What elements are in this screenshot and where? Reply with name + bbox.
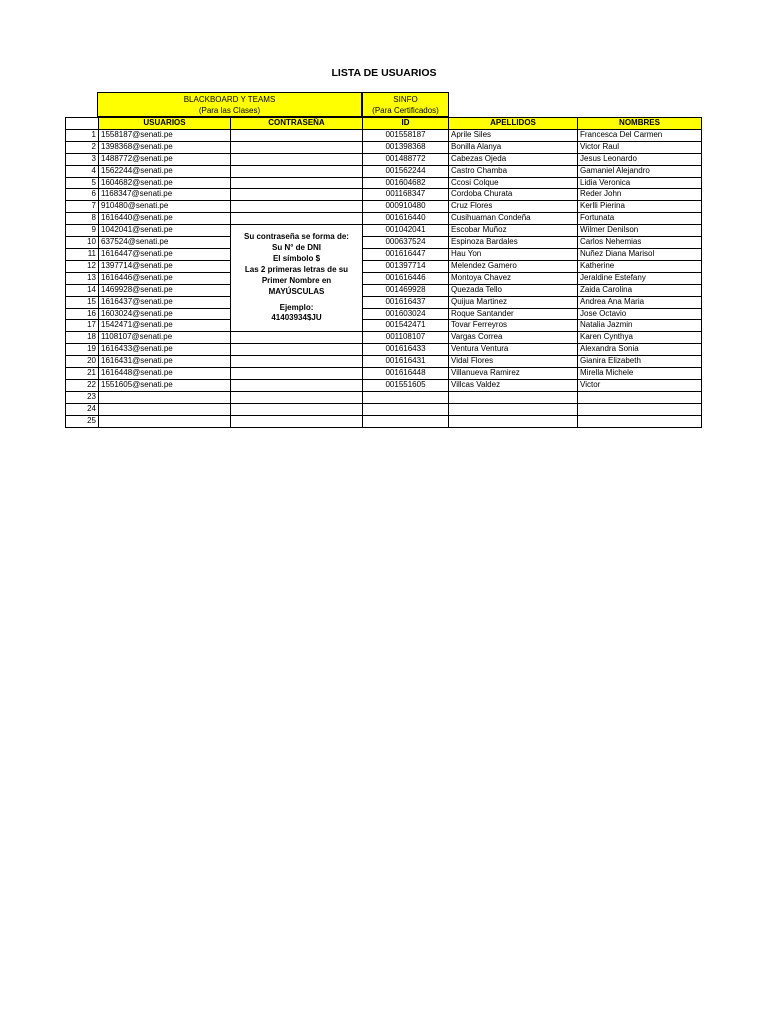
usuario-cell: 637524@senati.pe — [99, 237, 231, 249]
id-cell: 001616448 — [363, 368, 449, 380]
row-number: 22 — [66, 379, 99, 391]
usuario-cell: 1469928@senati.pe — [99, 284, 231, 296]
usuario-cell: 1551605@senati.pe — [99, 379, 231, 391]
apellidos-cell: Quezada Tello — [449, 284, 578, 296]
nombres-cell: Lidia Veronica — [578, 177, 702, 189]
table-row — [66, 344, 702, 356]
apellidos-cell: Cordoba Churata — [449, 189, 578, 201]
table-header-row — [66, 118, 702, 130]
id-cell: 001616447 — [363, 248, 449, 260]
table-row — [66, 201, 702, 213]
nombres-cell: Alexandra Sonia — [578, 344, 702, 356]
password-note-cell — [231, 225, 363, 332]
nombres-cell: Kerlli Pierina — [578, 201, 702, 213]
header-id: ID — [363, 118, 449, 130]
usuario-cell — [99, 415, 231, 427]
row-number: 11 — [66, 248, 99, 260]
nombres-cell: Victor — [578, 379, 702, 391]
table-row — [66, 260, 702, 272]
row-number: 24 — [66, 403, 99, 415]
contrasena-cell — [231, 213, 363, 225]
nombres-cell: Karen Cynthya — [578, 332, 702, 344]
table-row — [66, 308, 702, 320]
row-number: 1 — [66, 129, 99, 141]
usuario-cell: 1616440@senati.pe — [99, 213, 231, 225]
id-cell: 001542471 — [363, 320, 449, 332]
contrasena-cell — [231, 177, 363, 189]
row-number: 4 — [66, 165, 99, 177]
nombres-cell: Katherine — [578, 260, 702, 272]
table-row — [66, 296, 702, 308]
table-row — [66, 213, 702, 225]
contrasena-cell — [231, 391, 363, 403]
usuario-cell: 1108107@senati.pe — [99, 332, 231, 344]
table-row — [66, 320, 702, 332]
apellidos-cell: Cabezas Ojeda — [449, 153, 578, 165]
nombres-cell: Carlos Nehemias — [578, 237, 702, 249]
row-number: 17 — [66, 320, 99, 332]
table-row — [66, 415, 702, 427]
apellidos-cell: Escobar Muñoz — [449, 225, 578, 237]
table-row — [66, 141, 702, 153]
row-number: 21 — [66, 368, 99, 380]
users-table — [65, 117, 702, 428]
row-number: 14 — [66, 284, 99, 296]
nombres-cell: Reder John — [578, 189, 702, 201]
usuario-cell: 1042041@senati.pe — [99, 225, 231, 237]
row-number: 19 — [66, 344, 99, 356]
row-number: 9 — [66, 225, 99, 237]
password-note-example-value: 41403934$JU — [271, 313, 322, 323]
usuario-cell — [99, 403, 231, 415]
usuario-cell: 1542471@senati.pe — [99, 320, 231, 332]
usuario-cell: 1616446@senati.pe — [99, 272, 231, 284]
header-contrasena: CONTRASEÑA — [231, 118, 363, 130]
id-cell: 001397714 — [363, 260, 449, 272]
contrasena-cell — [231, 344, 363, 356]
page-title: LISTA DE USUARIOS — [331, 67, 437, 79]
row-number: 7 — [66, 201, 99, 213]
id-cell: 001616437 — [363, 296, 449, 308]
nombres-cell: Fortunata — [578, 213, 702, 225]
password-note-line2: Su N° de DNI — [272, 243, 321, 253]
password-note-line4: Las 2 primeras letras de su — [244, 264, 349, 274]
row-number: 16 — [66, 308, 99, 320]
table-row — [66, 153, 702, 165]
usuario-cell: 1398368@senati.pe — [99, 141, 231, 153]
nombres-cell: Wilmer Denilson — [578, 225, 702, 237]
id-cell: 001616433 — [363, 344, 449, 356]
usuario-cell: 1616437@senati.pe — [99, 296, 231, 308]
usuario-cell: 1616448@senati.pe — [99, 368, 231, 380]
id-cell: 001042041 — [363, 225, 449, 237]
contrasena-cell — [231, 189, 363, 201]
contrasena-cell — [231, 153, 363, 165]
apellidos-cell: Vidal Flores — [449, 356, 578, 368]
nombres-cell: Gianira Elizabeth — [578, 356, 702, 368]
table-row — [66, 368, 702, 380]
apellidos-cell: Montoya Chavez — [449, 272, 578, 284]
table-row — [66, 284, 702, 296]
id-cell: 001604682 — [363, 177, 449, 189]
id-cell: 000637524 — [363, 237, 449, 249]
contrasena-cell — [231, 201, 363, 213]
row-number: 18 — [66, 332, 99, 344]
apellidos-cell: Castro Chamba — [449, 165, 578, 177]
group-header-sinfo — [362, 92, 449, 117]
apellidos-cell: Villcas Valdez — [449, 379, 578, 391]
apellidos-cell: Aprile Siles — [449, 129, 578, 141]
usuario-cell — [99, 391, 231, 403]
row-number: 3 — [66, 153, 99, 165]
usuario-cell: 1488772@senati.pe — [99, 153, 231, 165]
row-number: 8 — [66, 213, 99, 225]
usuario-cell: 1168347@senati.pe — [99, 189, 231, 201]
apellidos-cell: Bonilla Alanya — [449, 141, 578, 153]
apellidos-cell: Roque Santander — [449, 308, 578, 320]
id-cell — [363, 403, 449, 415]
row-number: 6 — [66, 189, 99, 201]
usuario-cell: 1616431@senati.pe — [99, 356, 231, 368]
table-row — [66, 248, 702, 260]
row-number: 25 — [66, 415, 99, 427]
id-cell — [363, 391, 449, 403]
id-cell: 001616440 — [363, 213, 449, 225]
usuario-cell: 1562244@senati.pe — [99, 165, 231, 177]
table-row — [66, 225, 702, 237]
usuario-cell: 1604682@senati.pe — [99, 177, 231, 189]
nombres-cell: Victor Raul — [578, 141, 702, 153]
id-cell: 001616446 — [363, 272, 449, 284]
users-table-body — [66, 118, 702, 428]
nombres-cell: Zaida Carolina — [578, 284, 702, 296]
header-usuarios: USUARIOS — [99, 118, 231, 130]
table-row — [66, 129, 702, 141]
row-number: 20 — [66, 356, 99, 368]
nombres-cell — [578, 415, 702, 427]
group-blackboard-title: BLACKBOARD Y TEAMS — [183, 95, 276, 104]
contrasena-cell — [231, 379, 363, 391]
id-cell: 001562244 — [363, 165, 449, 177]
password-note-example-label: Ejemplo: — [279, 302, 314, 312]
contrasena-cell — [231, 141, 363, 153]
id-cell: 001603024 — [363, 308, 449, 320]
nombres-cell: Jose Octavio — [578, 308, 702, 320]
apellidos-cell — [449, 415, 578, 427]
table-row — [66, 403, 702, 415]
id-cell: 001558187 — [363, 129, 449, 141]
table-row — [66, 391, 702, 403]
usuario-cell: 1397714@senati.pe — [99, 260, 231, 272]
table-row — [66, 332, 702, 344]
id-cell: 001551605 — [363, 379, 449, 391]
apellidos-cell: Ccosi Colque — [449, 177, 578, 189]
id-cell: 000910480 — [363, 201, 449, 213]
usuario-cell: 1616433@senati.pe — [99, 344, 231, 356]
row-number: 12 — [66, 260, 99, 272]
password-note-line5: Primer Nombre en — [261, 275, 332, 285]
apellidos-cell: Cruz Flores — [449, 201, 578, 213]
contrasena-cell — [231, 129, 363, 141]
nombres-cell: Francesca Del Carmen — [578, 129, 702, 141]
id-cell: 001398368 — [363, 141, 449, 153]
nombres-cell: Jeraldine Estefany — [578, 272, 702, 284]
usuario-cell: 1616447@senati.pe — [99, 248, 231, 260]
apellidos-cell: Espinoza Bardales — [449, 237, 578, 249]
id-cell — [363, 415, 449, 427]
contrasena-cell — [231, 332, 363, 344]
nombres-cell — [578, 391, 702, 403]
table-row — [66, 177, 702, 189]
contrasena-cell — [231, 403, 363, 415]
nombres-cell: Jesus Leonardo — [578, 153, 702, 165]
apellidos-cell: Villanueva Ramirez — [449, 368, 578, 380]
apellidos-cell: Ventura Ventura — [449, 344, 578, 356]
group-sinfo-title: SINFO — [393, 95, 418, 104]
table-row — [66, 237, 702, 249]
apellidos-cell: Vargas Correa — [449, 332, 578, 344]
nombres-cell: Natalia Jazmin — [578, 320, 702, 332]
table-row — [66, 379, 702, 391]
id-cell: 001616431 — [363, 356, 449, 368]
contrasena-cell — [231, 356, 363, 368]
usuario-cell: 1558187@senati.pe — [99, 129, 231, 141]
apellidos-cell: Tovar Ferreyros — [449, 320, 578, 332]
apellidos-cell: Melendez Gamero — [449, 260, 578, 272]
apellidos-cell: Quijua Martinez — [449, 296, 578, 308]
row-number: 23 — [66, 391, 99, 403]
row-number: 2 — [66, 141, 99, 153]
contrasena-cell — [231, 165, 363, 177]
group-blackboard-subtitle: (Para las Clases) — [198, 106, 261, 115]
table-row — [66, 165, 702, 177]
group-sinfo-subtitle: (Para Certificados) — [372, 106, 439, 115]
password-note-line6: MAYÚSCULAS — [268, 286, 325, 296]
row-number: 5 — [66, 177, 99, 189]
apellidos-cell: Hau Yon — [449, 248, 578, 260]
password-note-line3: El símbolo $ — [272, 253, 321, 263]
id-cell: 001168347 — [363, 189, 449, 201]
row-number: 13 — [66, 272, 99, 284]
header-apellidos: APELLIDOS — [449, 118, 578, 130]
table-row — [66, 272, 702, 284]
row-number: 10 — [66, 237, 99, 249]
usuario-cell: 1603024@senati.pe — [99, 308, 231, 320]
usuario-cell: 910480@senati.pe — [99, 201, 231, 213]
id-cell: 001108107 — [363, 332, 449, 344]
nombres-cell: Gamaniel Alejandro — [578, 165, 702, 177]
password-note-line1: Su contraseña se forma de: — [244, 232, 349, 242]
nombres-cell: Nuñez Diana Marisol — [578, 248, 702, 260]
nombres-cell: Mirella Michele — [578, 368, 702, 380]
contrasena-cell — [231, 415, 363, 427]
header-nombres: NOMBRES — [578, 118, 702, 130]
group-header-blackboard — [97, 92, 363, 117]
table-row — [66, 356, 702, 368]
row-number: 15 — [66, 296, 99, 308]
nombres-cell — [578, 403, 702, 415]
nombres-cell: Andrea Ana Maria — [578, 296, 702, 308]
contrasena-cell — [231, 368, 363, 380]
header-row-number — [66, 118, 99, 130]
apellidos-cell: Cusihuaman Condeña — [449, 213, 578, 225]
table-row — [66, 189, 702, 201]
apellidos-cell — [449, 403, 578, 415]
apellidos-cell — [449, 391, 578, 403]
id-cell: 001469928 — [363, 284, 449, 296]
id-cell: 001488772 — [363, 153, 449, 165]
